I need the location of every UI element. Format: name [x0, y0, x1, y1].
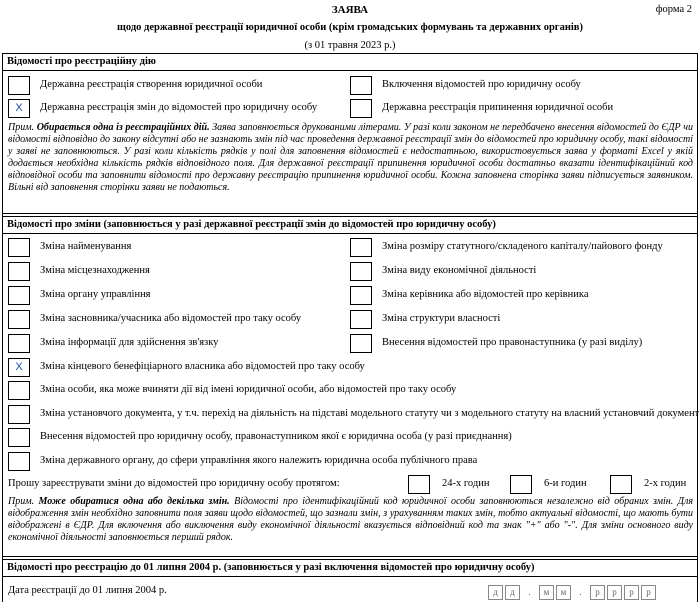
section1-note: Прим. Обирається одна із реєстраційних дій. Заява заповнюється друкованими літерами. У разі коли законом не передбачено внесення відомостей до ЄДР чи відомості відповідно до закону відсутні або не зазнають змін під час проведення державної реєстрації змін до відомостей про юридичну особу, такі відомості у заяві не заповнюються. У разі коли кількість рядків у полі для заповнення відомостей є недостатньою, використовується заява у форматі Excel у якій додається необхідна кількість рядків відповідного поля. Для державної реєстрації припинення юридичної особи достатньо вказати ідентифікаційний код відповідної особи та заповнити відомості про державну реєстрацію припинення юридичної особи. Кожна заповнена сторінка заяви підписується заявником. Вільні від заповнення сторінки заяви не подаються.: [8, 122, 694, 193]
form-title: ЗАЯВА: [331, 4, 369, 16]
form-effective-date: (з 01 травня 2023 р.): [304, 40, 396, 51]
divider: [2, 53, 698, 54]
frame-right: [697, 53, 698, 602]
label-change-contact-info: Зміна інформації для здійснення зв'язку: [40, 337, 219, 348]
section2-note: Прим. Може обиратися одна або декілька змін. Відомості про ідентифікаційний код юридичної особи заповнюються незалежно від обраних змін. Для відображення змін необхідно заповнити поля заяви щодо відомостей, що зазнали змін, з урахуванням таких змін, тобто актуальні відомості, що мають бути відображені в ЄДР. Для включення або виключення виду економічної діяльності вказується відповідний код та знак "+" або "-". Для зміни основного виду економічної діяльності заповнюється перший рядок.: [8, 496, 693, 543]
date-cell[interactable]: р: [607, 585, 622, 600]
date-cell[interactable]: м: [556, 585, 571, 600]
checkbox-change-contact-info[interactable]: [8, 334, 30, 353]
label-registration-changes: Державна реєстрація змін до відомостей про юридичну особу: [40, 102, 318, 113]
checkbox-registration-termination[interactable]: [350, 99, 372, 118]
date-cell[interactable]: р: [590, 585, 605, 600]
label-term-2h: 2-х годин: [644, 478, 687, 489]
section3-heading: Відомості про реєстрацію до 01 липня 2004 р. (заповнюється у разі включення відомостей про юридичну особу): [7, 562, 535, 573]
checkbox-change-name[interactable]: [8, 238, 30, 257]
divider: [2, 559, 698, 560]
checkbox-registration-create[interactable]: [8, 76, 30, 95]
label-change-state-body: Зміна державного органу, до сфери управління якого належить юридична особа публічного права: [40, 455, 478, 466]
label-change-capital: Зміна розміру статутного/складеного капіталу/пайового фонду: [382, 241, 663, 252]
label-registration-create: Державна реєстрація створення юридичної особи: [40, 79, 263, 90]
checkbox-term-2h[interactable]: [610, 475, 632, 494]
label-change-name: Зміна найменування: [40, 241, 132, 252]
divider: [2, 576, 698, 577]
label-term-6h: 6-и годин: [544, 478, 587, 489]
checkbox-registration-changes[interactable]: X: [8, 99, 30, 118]
checkbox-change-founder[interactable]: [8, 310, 30, 329]
checkbox-include-info[interactable]: [350, 76, 372, 95]
label-change-founder: Зміна засновника/учасника або відомостей про таку особу: [40, 313, 302, 324]
checkbox-change-location[interactable]: [8, 262, 30, 281]
label-successor-info: Внесення відомостей про правонаступника (у разі виділу): [382, 337, 643, 348]
checkbox-change-capital[interactable]: [350, 238, 372, 257]
date-cell[interactable]: р: [624, 585, 639, 600]
checkbox-successor-info[interactable]: [350, 334, 372, 353]
section1-heading: Відомості про реєстраційну дію: [7, 56, 156, 67]
divider: [2, 216, 698, 217]
label-include-info: Включення відомостей про юридичну особу: [382, 79, 581, 90]
checkbox-merger-info[interactable]: [8, 428, 30, 447]
form-subtitle: щодо державної реєстрації юридичної особи (крім громадських формувань та державних органів): [117, 22, 583, 33]
label-change-location: Зміна місцезнаходження: [40, 265, 150, 276]
checkbox-change-activity[interactable]: [350, 262, 372, 281]
checkbox-change-ownership-structure[interactable]: [350, 310, 372, 329]
date-cell[interactable]: д: [505, 585, 520, 600]
divider: [2, 556, 698, 557]
checkbox-term-6h[interactable]: [510, 475, 532, 494]
label-registration-date: Дата реєстрації до 01 липня 2004 р.: [8, 585, 167, 596]
label-change-ownership-structure: Зміна структури власності: [382, 313, 501, 324]
checkbox-change-director[interactable]: [350, 286, 372, 305]
label-change-founding-document: Зміна установчого документа, у т.ч. перехід на діяльність на підставі модельного статуту чи з модельного статуту на власний установчий документ: [40, 408, 700, 419]
label-registration-termination: Державна реєстрація припинення юридичної особи: [382, 102, 614, 113]
label-merger-info: Внесення відомостей про юридичну особу, правонаступником якої є юридична особа (у разі приєднання): [40, 431, 512, 442]
divider: [2, 70, 698, 71]
label-change-authorized-person: Зміна особи, яка може вчиняти дії від імені юридичної особи, або відомостей про таку особу: [40, 384, 457, 395]
date-separator: .: [522, 585, 537, 600]
register-term-prompt: Прошу зареєструвати зміни до відомостей про юридичну особу протягом:: [8, 478, 340, 489]
date-separator: .: [573, 585, 588, 600]
divider: [2, 233, 698, 234]
checkbox-change-governing-body[interactable]: [8, 286, 30, 305]
form-number: форма 2: [655, 4, 692, 15]
label-change-governing-body: Зміна органу управління: [40, 289, 151, 300]
checkbox-term-24h[interactable]: [408, 475, 430, 494]
label-change-director: Зміна керівника або відомостей про керівника: [382, 289, 589, 300]
label-change-activity: Зміна виду економічної діяльності: [382, 265, 537, 276]
label-change-beneficial-owner: Зміна кінцевого бенефіціарного власника або відомостей про таку особу: [40, 361, 365, 372]
date-cell[interactable]: р: [641, 585, 656, 600]
frame-left: [2, 53, 3, 602]
section2-heading: Відомості про зміни (заповнюється у разі державної реєстрації змін до відомостей про юридичну особу): [7, 219, 496, 230]
date-cell[interactable]: м: [539, 585, 554, 600]
divider: [2, 213, 698, 214]
checkbox-change-beneficial-owner[interactable]: X: [8, 358, 30, 377]
label-term-24h: 24-х годин: [442, 478, 490, 489]
checkbox-change-state-body[interactable]: [8, 452, 30, 471]
date-cell[interactable]: д: [488, 585, 503, 600]
checkbox-change-founding-document[interactable]: [8, 405, 30, 424]
checkbox-change-authorized-person[interactable]: [8, 381, 30, 400]
